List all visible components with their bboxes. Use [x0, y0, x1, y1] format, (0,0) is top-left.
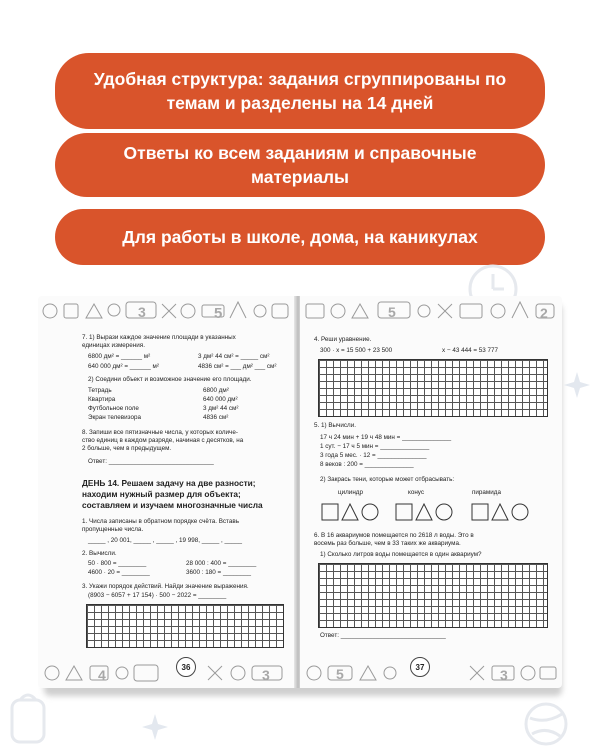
banner-structure-text: Удобная структура: задания сгруппированы по темам и разделены на 14 дней — [93, 69, 507, 113]
task5-part2: 2) Закрась тени, которые может отбрасывать: — [320, 476, 455, 483]
task8-answer: Ответ: ______________________________ — [88, 458, 214, 465]
task7-row2-a: 640 000 дм² = ______ м² — [88, 363, 159, 370]
task4-heading: 4. Реши уравнение. — [314, 336, 372, 343]
svg-text:5: 5 — [214, 305, 223, 322]
object-item: Тетрадь — [88, 387, 112, 394]
svg-text:5: 5 — [388, 304, 396, 320]
day14-title-2: находим нужный размер для объекта; — [82, 489, 241, 499]
task1-numbers: _____ , 20 001, _____ , _____ , 19 998, _____ , _____ — [88, 537, 243, 544]
task5-row: 8 веков : 200 = ______________ — [320, 461, 414, 468]
task5-row: 1 сут. − 17 ч 5 мин = ______________ — [320, 443, 430, 450]
task3-answer-grid — [86, 604, 284, 648]
shape-label-cylinder: цилиндр — [338, 489, 363, 496]
star-decoration-icon — [562, 370, 592, 400]
banner-usage — [55, 209, 545, 265]
day14-title-3: составляем и изучаем многозначные числа — [82, 500, 263, 510]
task6-answer: Ответ: ______________________________ — [320, 632, 446, 639]
task2-row1-b: 28 000 : 400 = ________ — [186, 560, 257, 567]
svg-text:5: 5 — [336, 666, 344, 682]
task8-line1: 8. Запиши все пятизначные числа, у которых количе- — [82, 429, 238, 436]
banner-structure — [55, 53, 545, 129]
left-page — [38, 296, 296, 688]
shadow-shapes-icon — [320, 500, 552, 524]
task7-part2: 2) Соедини объект и возможное значение его площади. — [88, 376, 252, 383]
task8-line2: ство единиц в каждом разряде, начиная с десятков, на — [82, 437, 244, 444]
svg-text:3: 3 — [138, 304, 146, 320]
task4-equation-1: 300 · x = 15 500 + 23 500 — [320, 347, 393, 354]
task8-line3: 2 больше, чем в предыдущем. — [82, 445, 172, 452]
task6-line3: 1) Сколько литров воды помещается в один аквариум? — [320, 551, 482, 558]
right-page — [300, 296, 562, 688]
task1-line1: 1. Числа записаны в обратном порядке счёта. Вставь — [82, 518, 239, 525]
banner-usage-text: Для работы в школе, дома, на каникулах — [122, 227, 478, 247]
banner-answers — [55, 133, 545, 197]
ball-decoration-icon — [522, 700, 570, 748]
task7-row1-a: 6800 дм² = ______ м² — [88, 353, 151, 360]
task6-line1: 6. В 16 аквариумов помещается по 2618 л воды. Это в — [314, 532, 474, 539]
object-item: Футбольное поле — [88, 405, 139, 412]
svg-text:3: 3 — [500, 667, 508, 683]
area-value-item: 640 000 дм² — [203, 396, 238, 403]
star-decoration-icon-bottom — [140, 712, 170, 742]
day14-title-1: ДЕНЬ 14. Решаем задачу на две разности; — [82, 478, 256, 488]
svg-text:2: 2 — [540, 305, 548, 321]
task2-row2-b: 3600 : 180 = ________ — [186, 569, 251, 576]
area-value-item: 4836 см² — [203, 414, 229, 421]
task4-answer-grid — [318, 359, 548, 417]
object-item: Экран телевизора — [88, 414, 141, 421]
doodle-border-top-icon — [38, 296, 296, 326]
area-value-item: 3 дм² 44 см² — [203, 405, 239, 412]
task2-row2-a: 4600 · 20 = ________ — [88, 569, 150, 576]
task5-row: 17 ч 24 мин + 19 ч 48 мин = ______________ — [320, 434, 452, 441]
doodle-border-bottom-right-icon — [300, 658, 562, 688]
task5-row: 3 года 5 мес. · 12 = ______________ — [320, 452, 427, 459]
doodle-border-bottom-icon — [38, 658, 296, 688]
task5-heading: 5. 1) Вычисли. — [314, 422, 356, 429]
area-value-item: 6800 дм² — [203, 387, 229, 394]
task1-line2: пропущенные числа. — [82, 526, 144, 533]
task7-row1-b: 3 дм² 44 см² = _____ см² — [198, 353, 270, 360]
task3-expression: (8903 − 6057 + 17 154) · 500 − 2022 = ________ — [88, 592, 227, 599]
task7-row2-b: 4836 см² = ___ дм² ___ см² — [198, 363, 277, 370]
page-number-right: 37 — [410, 657, 430, 677]
shape-label-cone: конус — [408, 489, 425, 496]
task2-heading: 2. Вычисли. — [82, 550, 117, 557]
task3-line1: 3. Укажи порядок действий. Найди значение выражения. — [82, 583, 249, 590]
task7-heading-2: единицах измерения. — [82, 342, 145, 349]
banner-answers-text: Ответы ко всем заданиям и справочные материалы — [123, 143, 477, 187]
svg-text:4: 4 — [98, 667, 106, 683]
doodle-border-top-right-icon — [300, 296, 562, 326]
page-number-left: 36 — [176, 657, 196, 677]
shape-label-pyramid: пирамида — [472, 489, 501, 496]
svg-text:3: 3 — [262, 667, 270, 683]
object-item: Квартира — [88, 396, 116, 403]
task7-heading: 7. 1) Вырази каждое значение площади в указанных — [82, 334, 236, 341]
workbook-spread — [38, 296, 562, 694]
task6-answer-grid — [318, 563, 548, 628]
task4-equation-2: x − 43 444 = 53 777 — [442, 347, 499, 354]
backpack-decoration-icon — [8, 690, 48, 746]
task6-line2: восемь раз больше, чем в 33 таких же аквариума. — [314, 540, 461, 547]
task2-row1-a: 50 · 800 = ________ — [88, 560, 147, 567]
